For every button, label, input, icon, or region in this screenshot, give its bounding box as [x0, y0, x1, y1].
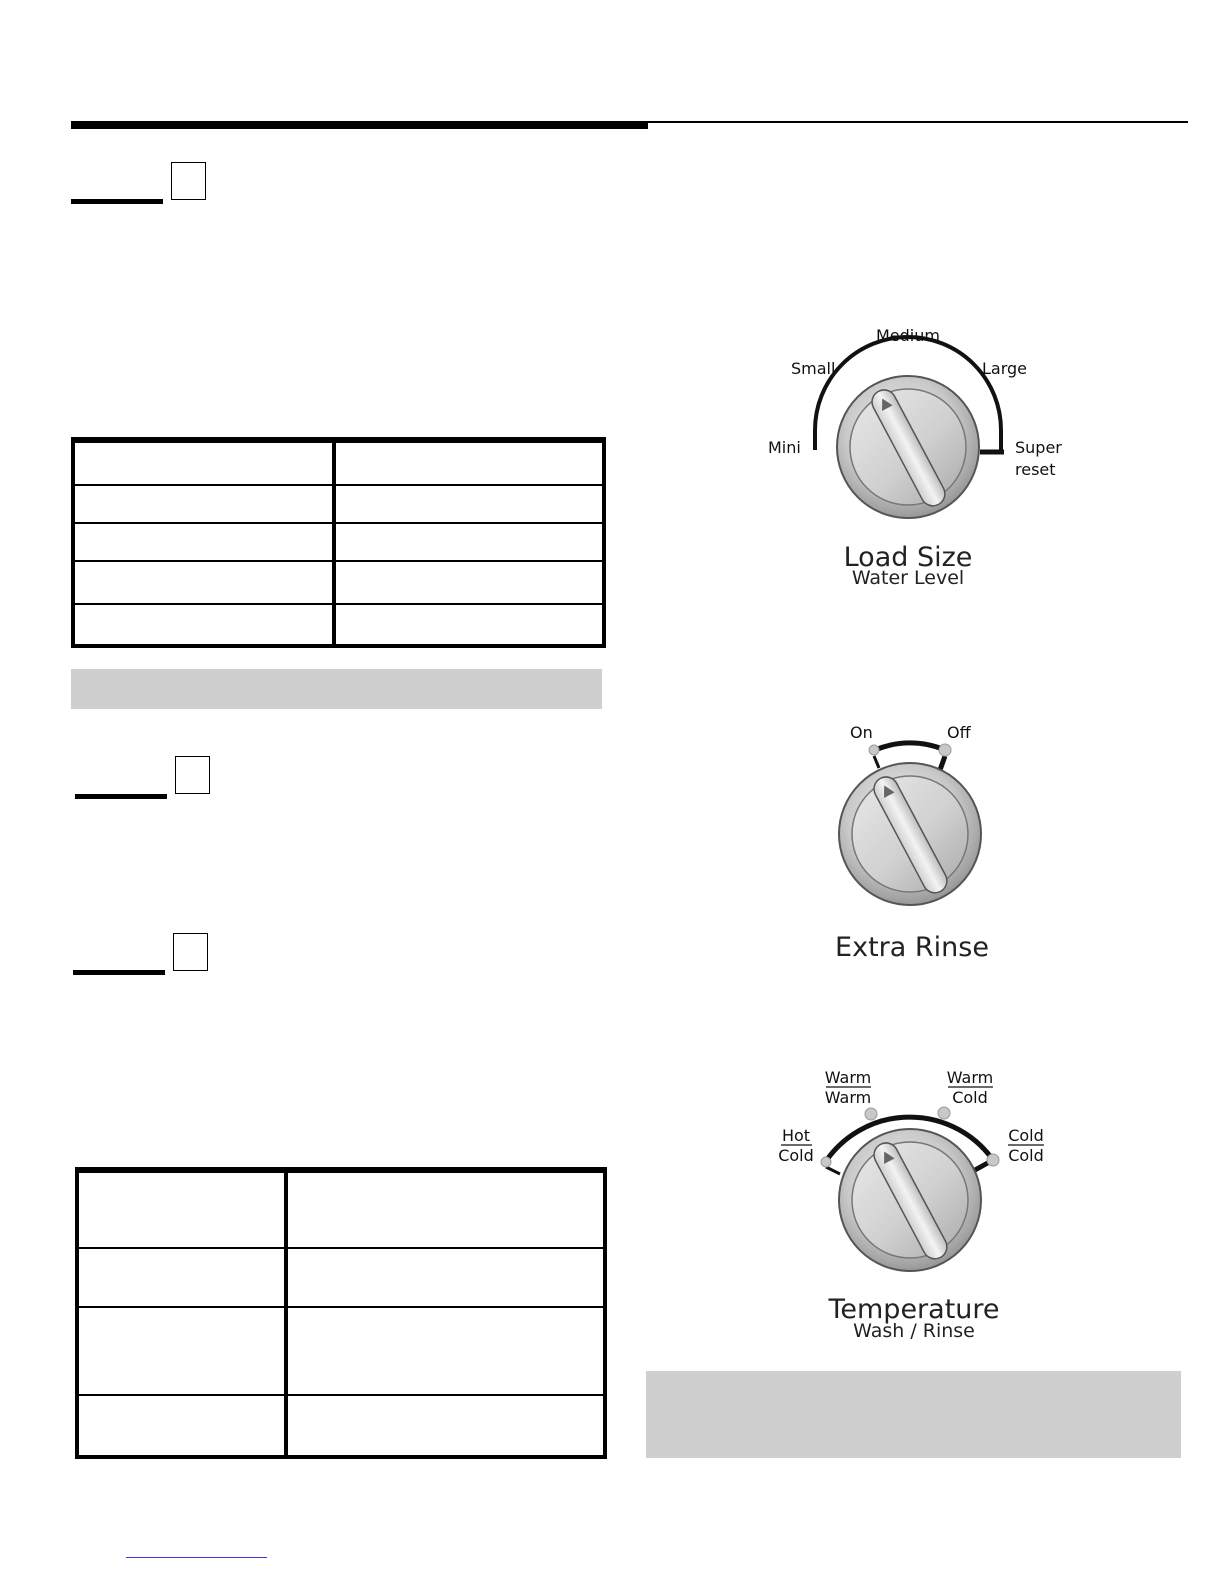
setting-label-cold: Cold	[1008, 1146, 1044, 1165]
dial-subtitle: Wash / Rinse	[853, 1320, 975, 1342]
setting-label-cold: Cold	[952, 1088, 988, 1107]
setting-label-warm: Warm	[824, 1068, 872, 1087]
setting-label-medium: Medium	[876, 326, 940, 345]
dial-title: Load Size	[843, 542, 973, 573]
setting-label-cold: Cold	[778, 1146, 814, 1165]
dial-title: Temperature	[828, 1294, 1000, 1325]
setting-label-super: Super	[1015, 438, 1062, 457]
dial-subtitle: Water Level	[851, 567, 965, 589]
setting-label-large: Large	[982, 359, 1028, 378]
temperature-dial[interactable]	[778, 1068, 1044, 1342]
setting-label-small: Small	[791, 359, 836, 378]
setting-label-hot: Hot	[781, 1126, 811, 1145]
setting-label-on: On	[850, 723, 873, 742]
load-size-dial[interactable]	[768, 326, 1062, 589]
setting-label-cold: Cold	[1008, 1126, 1044, 1145]
setting-label-warm: Warm	[946, 1068, 994, 1087]
setting-label-reset: reset	[1015, 460, 1056, 479]
setting-label-mini: Mini	[768, 438, 801, 457]
extra-rinse-dial[interactable]	[835, 723, 989, 963]
setting-label-off: Off	[947, 723, 971, 742]
dial-title: Extra Rinse	[835, 932, 989, 963]
setting-label-warm: Warm	[824, 1088, 872, 1107]
